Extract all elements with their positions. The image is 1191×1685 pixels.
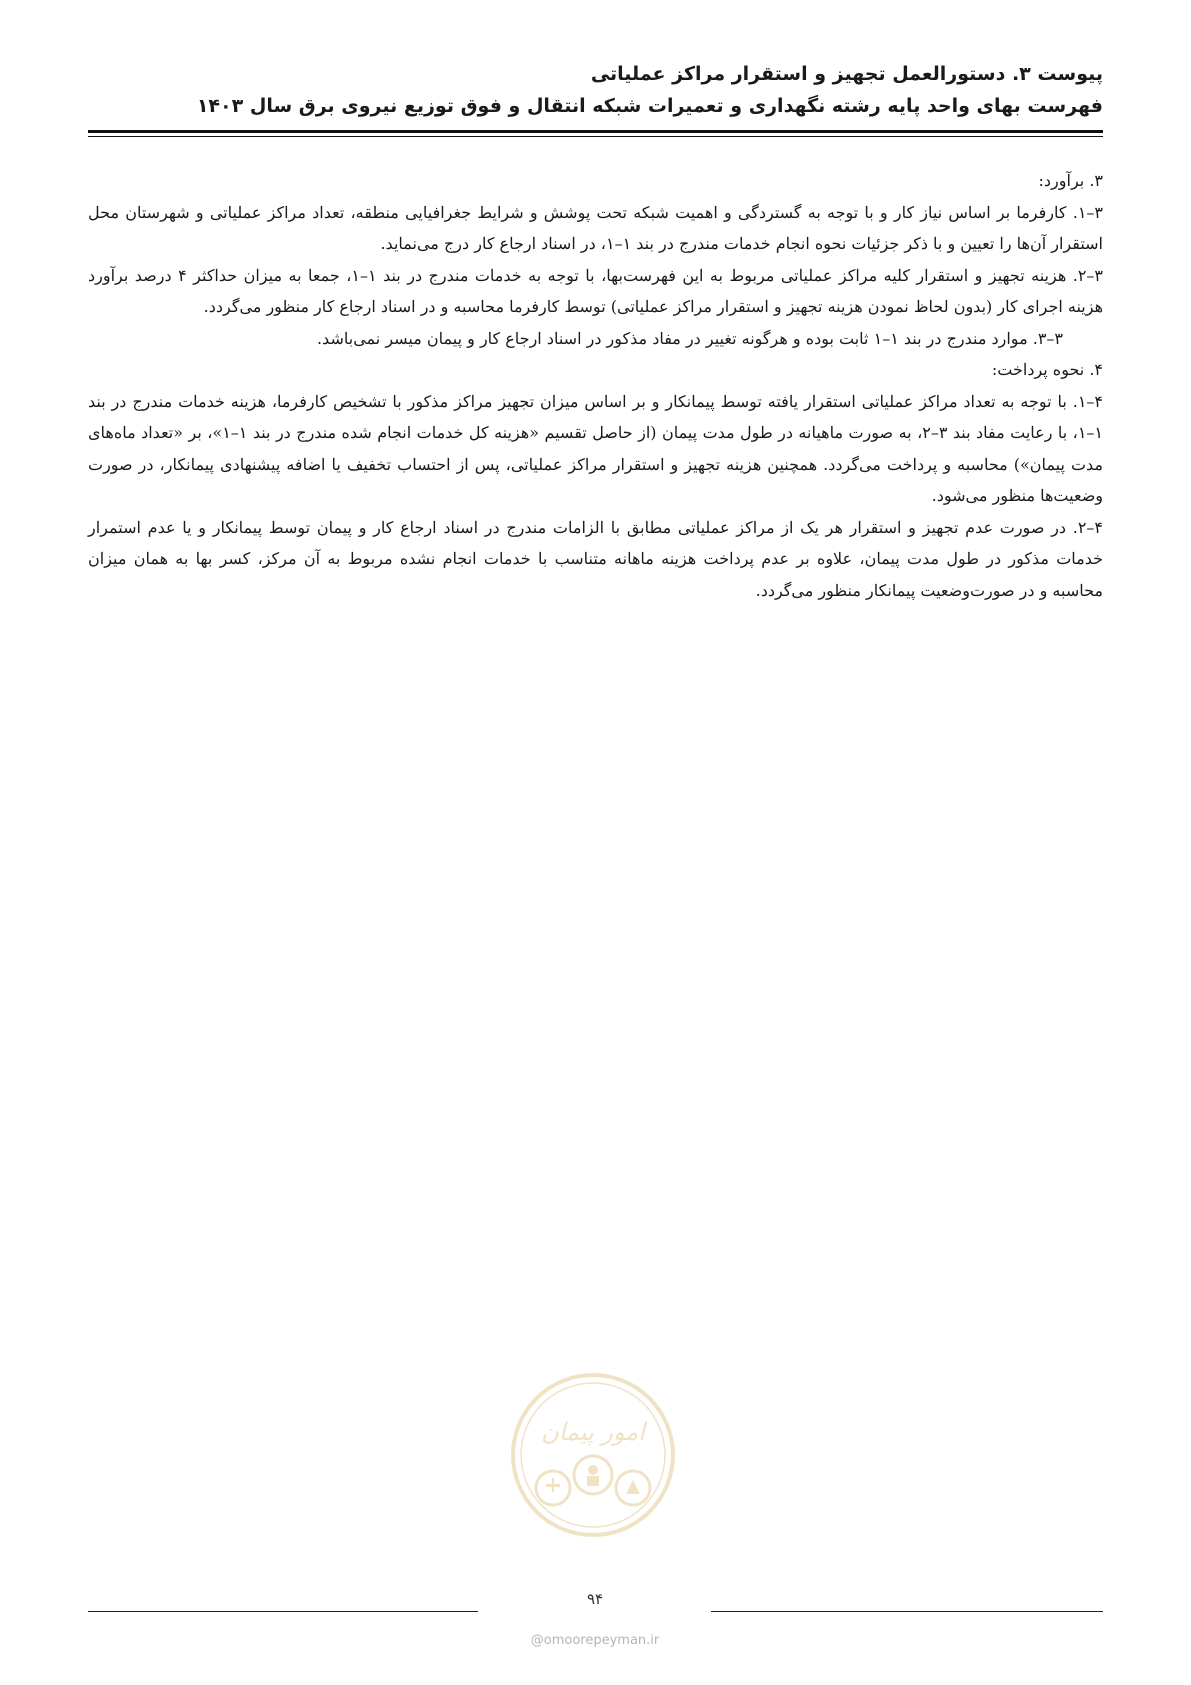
header-rule-thick: [88, 130, 1103, 133]
footer-rule-left: [88, 1611, 478, 1612]
footer-rule-right: [711, 1611, 1103, 1612]
header-title: پیوست ۳. دستورالعمل تجهیز و استقرار مراکز عملیاتی: [590, 63, 1103, 85]
page-header: [88, 58, 1103, 122]
paragraph-3-3: ۳–۳. موارد مندرج در بند ۱–۱ ثابت بوده و هرگونه تغییر در مفاد مذکور در اسناد ارجاع کار و پیمان میسر نمی‌باشد.: [316, 328, 1063, 348]
paragraph-3-1: ۳–۱. کارفرما بر اساس نیاز کار و با توجه به گستردگی و اهمیت شبکه تحت پوشش و شرایط جغرافیایی منطقه، تعداد مراکز عملیاتی و شهرستان محل استقرار آن‌ها را تعیین و با ذکر جزئیات نحوه انجام خدمات مندرج در بند ۱–۱، در اسناد ارجاع کار درج می‌نماید.: [88, 202, 1103, 253]
header-rule-thin: [88, 136, 1103, 137]
paragraph-4-1: ۴–۱. با توجه به تعداد مراکز عملیاتی استقرار یافته توسط پیمانکار و بر اساس میزان تجهیز مراکز مذکور با تشخیص کارفرما، هزینه خدمات مندرج در بند ۱–۱، با رعایت مفاد بند ۳–۲، به صورت ماهیانه در طول مدت پیمان (از حاصل تقسیم «هزینه کل خدمات انجام شده مندرج در بند ۱–۱»، بر «تعداد ماه‌های مدت پیمان») محاسبه و پرداخت می‌گردد. همچنین هزینه تجهیز و استقرار مراکز عملیاتی، پس از احتساب تخفیف یا اضافه پیشنهادی پیمانکار، در صورت وضعیت‌ها منظور می‌شود.: [88, 391, 1104, 505]
header-subtitle: فهرست بهای واحد پایه رشته نگهداری و تعمیرات شبکه انتقال و فوق توزیع نیروی برق سال ۱۴۰۳: [196, 95, 1103, 117]
section-heading-payment: ۴. نحوه پرداخت:: [991, 360, 1103, 379]
paragraph-3-2: ۳–۲. هزینه تجهیز و استقرار کلیه مراکز عملیاتی مربوط به این فهرست‌بها، با توجه به خدمات مندرج در بند ۱–۱، جمعا به میزان حداکثر ۴ درصد برآورد هزینه اجرای کار (بدون لحاظ نمودن هزینه تجهیز و استقرار مراکز عملیاتی) توسط کارفرما محاسبه و در اسناد ارجاع کار منظور می‌گردد.: [88, 265, 1104, 316]
watermark-text: امور پیمان: [541, 1418, 645, 1446]
watermark-logo-icon: [508, 1370, 678, 1540]
section-heading-estimate: ۳. برآورد:: [1038, 171, 1103, 190]
website-url: @omoorepeyman.ir: [530, 1633, 660, 1648]
page-number: ۹۴: [586, 1590, 604, 1608]
document-body: [88, 165, 1103, 606]
paragraph-4-2: ۴–۲. در صورت عدم تجهیز و استقرار هر یک از مراکز عملیاتی مطابق با الزامات مندرج در اسناد ارجاع کار و پیمان توسط پیمانکار و یا عدم استمرار خدمات مذکور در طول مدت پیمان، علاوه بر عدم پرداخت هزینه ماهانه متناسب با خدمات انجام نشده مربوط به آن مرکز، کسر بها به همان میزان محاسبه و در صورت‌وضعیت پیمانکار منظور می‌گردد.: [88, 517, 1104, 600]
